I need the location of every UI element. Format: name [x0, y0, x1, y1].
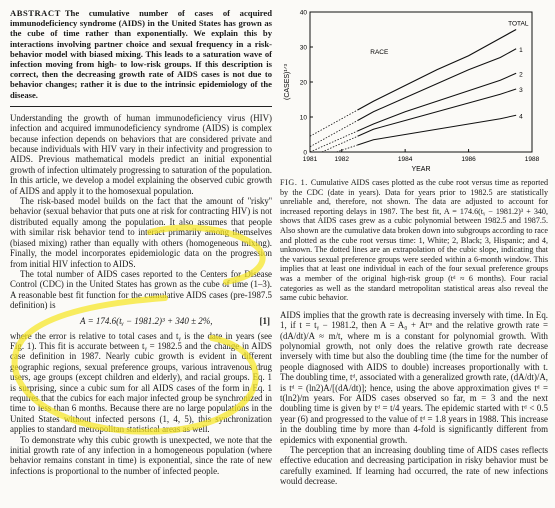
- series-line-1: [358, 49, 517, 121]
- series-label: 3: [519, 87, 523, 94]
- y-tick-label: 40: [299, 9, 307, 17]
- y-tick-label: 0: [303, 149, 307, 157]
- x-tick-label: 1981: [302, 156, 318, 163]
- x-tick-label: 1986: [461, 156, 476, 163]
- abstract-heading: ABSTRACT: [10, 8, 61, 18]
- perception-paragraph: The perception that an increasing doubling time of AIDS cases reflects effective education and decreasing participation in risky behavior must be carefully examined. If learning had occurred, the rate of new infections would decrease.: [280, 445, 548, 487]
- y-tick-label: 20: [299, 79, 307, 87]
- series-extrapolation-2: [310, 131, 358, 152]
- series-extrapolation-1: [310, 121, 358, 147]
- x-tick-label: 1988: [524, 156, 540, 163]
- series-label: 4: [519, 113, 523, 121]
- cdc-paragraph: The total number of AIDS cases reported to the Centers for Disease Control (CDC) in the United States has grown as the cube of time (1–3). A reasonable best fit function for the cumulative AIDS cases (pre-1987.5 definition) is: [10, 268, 272, 311]
- demonstrate-paragraph: To demonstrate why this cubic growth is unexpected, we note that the initial growth rate of any infection in a homogeneous population (where behavior remains constant in time) is exponential, since the rate of new infections is proportional to the number of infected people.: [10, 434, 272, 476]
- x-tick-label: 1982: [334, 156, 349, 163]
- plot-frame: [310, 12, 532, 152]
- model-paragraph: The risk-based model builds on the fact that the amount of ''risky'' behavior (sexual behavior that puts one at risk for contracting HIV) is not distributed equally among the population. It also assumes that people with similar risk behavior tend to interact primarily among themselves (biased mixing) rather than equally with others (homogeneous mixing). Finally, the model incorporates epidemiologic data on the progression from initial HIV infection to AIDS.: [10, 196, 272, 269]
- equation-1: [10, 316, 272, 326]
- abstract: [10, 8, 272, 100]
- right-column: [280, 8, 548, 487]
- left-column: [10, 8, 272, 476]
- race-annotation: RACE: [370, 49, 389, 56]
- x-tick-label: 1984: [397, 156, 413, 163]
- abstract-text: The cumulative number of cases of acquired immunodeficiency syndrome (AIDS) in the United States has grown as the cube of time rather than exponentially. We explain this by interactions involving partner choice and sexual frequency in a risk-behavior model with biased mixing. This leads to a saturation wave of infection moving from high- to low-risk groups. If this description is correct, then the decreasing growth rate of AIDS cases is not due to behavior changes; rather it is due to the intrinsic epidemiology of the disease.: [10, 8, 272, 100]
- equation-text: A = 174.6(tᵧ − 1981.2)³ + 340 ± 2%,: [80, 315, 213, 326]
- figure-1-chart: [280, 8, 542, 176]
- series-line-4: [358, 115, 517, 145]
- y-tick-label: 30: [299, 44, 307, 52]
- y-tick-label: 10: [299, 114, 307, 122]
- x-axis-label: YEAR: [411, 166, 431, 173]
- series-label: 2: [519, 71, 523, 79]
- series-extrapolation-4: [336, 145, 357, 152]
- equation-number: [1]: [259, 315, 270, 326]
- series-label: TOTAL: [508, 20, 529, 28]
- fit-paragraph: where the error is relative to total cases and tᵧ is the date in years (see Fig. 1). This fit is accurate between tᵧ = 1982.5 and the change in AIDS case definition in 1987. Nearly cubic growth is evident in different geographic regions, sexual preference groups, various intravenous drug users, age groups (except children and elderly), and racial groups. Eq. 1 is surprising, since a cubic sum for all AIDS cases of the form in Eq. 1 requires that the cubics for each major infected group be synchronized in time to less than 6 months. Because there are no large populations in the United States without infected persons (1, 4, 5), this synchronization applies to standard metropolitan statistical areas as well.: [10, 330, 272, 435]
- intro-paragraph: Understanding the growth of human immunodeficiency virus (HIV) infection and acquired immunodeficiency syndrome (AIDS) is complex because infection depends on behaviors that are considered private and because individuals with HIV vary in their infectivity and progression to AIDS. Previous mathematical models predict an initial exponential growth of infection ultimately progressing to saturation of the population. In this article, we develop a model explaining the observed cubic growth of AIDS and apply it to the homosexual population.: [10, 112, 272, 196]
- growth-rate-paragraph: AIDS implies that the growth rate is decreasing inversely with time. In Eq. 1, if t = tᵧ − 1981.2, then A = A₀ + Atᵐ and the relative growth rate = (dA/dt)/A ≈ m/t, where m is a constant for polynomial growth. With polynomial growth, not only does the relative growth rate decrease inversely with time but also the doubling time (the time for the number of people diagnosed with AIDS to double) increases proportionally with t. The doubling time, tᵈ, associated with a generalized growth rate, (dA/dt)/A, is tᵈ = (ln2)A/[(dA/dt)]; hence, using the above approximation gives tᵈ = t(ln2)/m years. For AIDS cases observed so far, m = 3 and the next doubling time is given by tᵈ = t/4 years. The epidemic started with tᵈ < 0.5 year (6) and progressed to the value of tᵈ = 1.8 years in 1988. This increase in the doubling time by more than 4-fold is significantly different from epidemics with exponential growth.: [280, 309, 548, 445]
- figure-caption-text: Cumulative AIDS cases plotted as the cube root versus time as reported by the CDC (date in years). Data for years prior to 1982.5 are statistically unreliable and, therefore, not shown. The data are adjusted to account for increased reporting delays in 1987. The best fit, A = 174.6(tᵧ − 1981.2)³ + 340, shows that AIDS cases grew as a cubic polynomial between 1982.5 and 1987.5. Also shown are the cumulative data broken down into subgroups according to race and plotted as the cube root versus time: 1, White; 2, Black; 3, Hispanic; and 4, unknown. The dotted lines are an extrapolation of the cubic slope, indicating that the various sexual preference groups were seeded within a 6-month window. This implies that at least one individual in each of the four sexual preference groups was a member of the original high-risk group (tᵈ ≈ 6 months). Four racial categories as well as the standard metropolitan statistical areas also reveal the same cubic behavior.: [280, 178, 548, 303]
- figure-caption: [280, 178, 548, 303]
- series-line-2: [358, 73, 517, 131]
- series-line-total: [358, 30, 517, 111]
- series-label: 1: [519, 46, 523, 54]
- abstract-divider: [10, 106, 272, 107]
- y-axis-label: (CASES)¹ᐟ³: [284, 63, 291, 101]
- series-extrapolation-total: [310, 110, 358, 136]
- figure-label: FIG. 1.: [280, 178, 308, 187]
